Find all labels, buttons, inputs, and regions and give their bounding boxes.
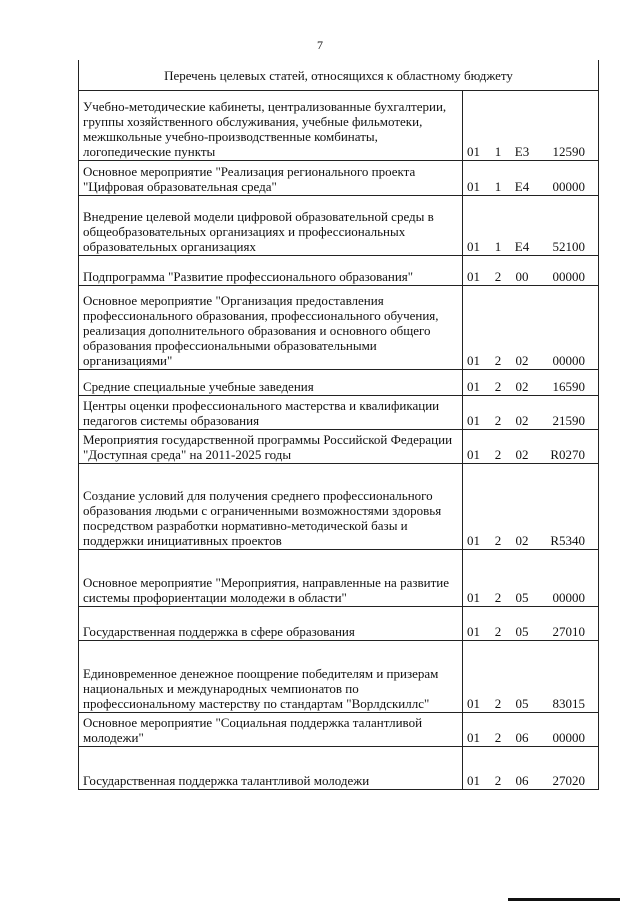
code-part-c4: R5340 — [550, 533, 585, 548]
row-name: Единовременное денежное поощрение победителям и призерам национальных и международных чемпионатов по профессиональному мастерству по стандартам "Ворлдскиллс" — [79, 641, 463, 713]
code-part-c3: 02 — [515, 447, 529, 462]
table-row — [79, 747, 599, 790]
code-part-c1: 01 — [467, 269, 480, 284]
row-name: Средние специальные учебные заведения — [79, 370, 463, 396]
code-part-c2: 1 — [494, 179, 502, 194]
code-part-c4: 27020 — [552, 773, 585, 788]
code-part-c2: 2 — [494, 353, 502, 368]
bottom-rule — [508, 898, 620, 901]
row-name: Мероприятия государственной программы Российской Федерации "Доступная среда" на 2011-2025 годы — [79, 430, 463, 464]
code-part-c3: 00 — [515, 269, 529, 284]
table-row — [79, 607, 599, 641]
code-part-c3: 06 — [515, 730, 529, 745]
code-part-c3: 02 — [515, 413, 529, 428]
row-name: Государственная поддержка в сфере образования — [79, 607, 463, 641]
target-articles-table — [78, 60, 599, 790]
code-part-c4: 12590 — [552, 144, 585, 159]
code-part-c2: 2 — [494, 447, 502, 462]
row-code — [463, 641, 599, 713]
code-part-c4: 83015 — [552, 696, 585, 711]
page-number: 7 — [317, 38, 323, 52]
row-code — [463, 370, 599, 396]
row-code — [463, 286, 599, 370]
table-row — [79, 641, 599, 713]
table-header: Перечень целевых статей, относящихся к областному бюджету — [79, 60, 599, 91]
code-part-c4: 52100 — [552, 239, 585, 254]
code-part-c3: 05 — [515, 696, 529, 711]
code-part-c2: 2 — [494, 696, 502, 711]
row-code — [463, 430, 599, 464]
table-body — [79, 60, 599, 790]
row-name: Центры оценки профессионального мастерства и квалификации педагогов системы образования — [79, 396, 463, 430]
row-code — [463, 607, 599, 641]
code-part-c1: 01 — [467, 624, 480, 639]
code-part-c4: 27010 — [552, 624, 585, 639]
code-part-c1: 01 — [467, 730, 480, 745]
table-row — [79, 286, 599, 370]
code-part-c3: E4 — [514, 179, 530, 194]
code-part-c1: 01 — [467, 179, 480, 194]
code-part-c1: 01 — [467, 533, 480, 548]
code-part-c1: 01 — [467, 353, 480, 368]
table-row — [79, 430, 599, 464]
table-row — [79, 464, 599, 550]
table-row — [79, 550, 599, 607]
code-part-c1: 01 — [467, 413, 480, 428]
code-part-c2: 2 — [494, 379, 502, 394]
row-code — [463, 464, 599, 550]
code-part-c2: 1 — [494, 239, 502, 254]
code-part-c3: 02 — [515, 379, 529, 394]
row-code — [463, 256, 599, 286]
table-row — [79, 256, 599, 286]
row-name: Основное мероприятие "Мероприятия, направленные на развитие системы профориентации молодежи в области" — [79, 550, 463, 607]
code-part-c1: 01 — [467, 144, 480, 159]
code-part-c3: 06 — [515, 773, 529, 788]
code-part-c3: E4 — [514, 239, 530, 254]
code-part-c3: 05 — [515, 624, 529, 639]
code-part-c4: 16590 — [552, 379, 585, 394]
code-part-c3: 02 — [515, 353, 529, 368]
row-code — [463, 196, 599, 256]
code-part-c4: 00000 — [552, 590, 585, 605]
row-name: Основное мероприятие "Реализация регионального проекта "Цифровая образовательная среда" — [79, 161, 463, 196]
code-part-c2: 2 — [494, 624, 502, 639]
code-part-c1: 01 — [467, 379, 480, 394]
row-name: Учебно-методические кабинеты, централизованные бухгалтерии, группы хозяйственного обслуживания, учебные фильмотеки, межшкольные учебно-производственные комбинаты, логопедические пункты — [79, 91, 463, 161]
code-part-c2: 2 — [494, 533, 502, 548]
table-row — [79, 161, 599, 196]
table-row — [79, 396, 599, 430]
code-part-c2: 2 — [494, 269, 502, 284]
table-row — [79, 91, 599, 161]
row-code — [463, 550, 599, 607]
code-part-c1: 01 — [467, 590, 480, 605]
row-code — [463, 713, 599, 747]
table-row — [79, 713, 599, 747]
table-row — [79, 370, 599, 396]
code-part-c1: 01 — [467, 239, 480, 254]
table-row — [79, 196, 599, 256]
row-name: Основное мероприятие "Социальная поддержка талантливой молодежи" — [79, 713, 463, 747]
code-part-c4: 00000 — [552, 730, 585, 745]
row-code — [463, 747, 599, 790]
row-code — [463, 161, 599, 196]
code-part-c4: 00000 — [552, 269, 585, 284]
code-part-c3: 05 — [515, 590, 529, 605]
code-part-c1: 01 — [467, 447, 480, 462]
code-part-c2: 2 — [494, 590, 502, 605]
code-part-c4: R0270 — [550, 447, 585, 462]
code-part-c4: 21590 — [552, 413, 585, 428]
row-name: Внедрение целевой модели цифровой образовательной среды в общеобразовательных организациях и профессиональных образовательных организациях — [79, 196, 463, 256]
code-part-c4: 00000 — [552, 179, 585, 194]
code-part-c1: 01 — [467, 773, 480, 788]
code-part-c2: 2 — [494, 730, 502, 745]
row-name: Государственная поддержка талантливой молодежи — [79, 747, 463, 790]
row-name: Подпрограмма "Развитие профессионального образования" — [79, 256, 463, 286]
code-part-c1: 01 — [467, 696, 480, 711]
row-code — [463, 396, 599, 430]
code-part-c3: 02 — [515, 533, 529, 548]
code-part-c2: 2 — [494, 773, 502, 788]
row-name: Создание условий для получения среднего профессионального образования людьми с ограниченными возможностями здоровья посредством разработки нормативно-методической базы и поддержки инициативных проектов — [79, 464, 463, 550]
row-name: Основное мероприятие "Организация предоставления профессионального образования, профессионального обучения, реализация дополнительного образования и основного общего образования профессиональными образовательными организациями" — [79, 286, 463, 370]
code-part-c3: E3 — [514, 144, 530, 159]
code-part-c4: 00000 — [552, 353, 585, 368]
table-header-row — [79, 60, 599, 91]
row-code — [463, 91, 599, 161]
code-part-c2: 2 — [494, 413, 502, 428]
code-part-c2: 1 — [494, 144, 502, 159]
